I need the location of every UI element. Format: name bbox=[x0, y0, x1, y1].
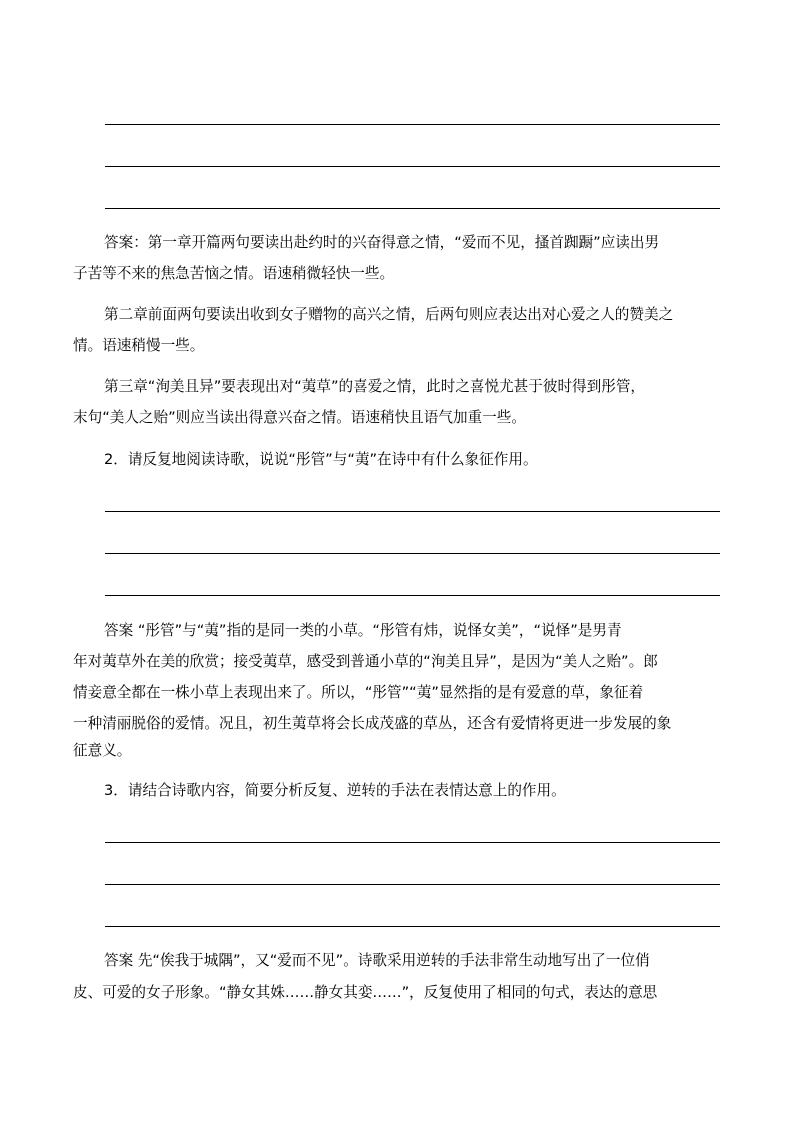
answer-line bbox=[105, 511, 720, 512]
answer-1-para1-line2: 子苦等不来的焦急苦恼之情。语速稍微轻快一些。 bbox=[73, 265, 395, 282]
answer-1-para1-line1: 答案：第一章开篇两句要读出赴约时的兴奋得意之情，“爱而不见，搔首踟蹰”应读出男 bbox=[104, 234, 660, 251]
question-3: 3．请结合诗歌内容，简要分析反复、逆转的手法在表情达意上的作用。 bbox=[104, 782, 566, 799]
answer-1-para3-line1: 第三章“洵美且异”要表现出对“荑草”的喜爱之情，此时之喜悦尤甚于彼时得到彤管， bbox=[104, 378, 646, 395]
answer-1-para2-line2: 情。语速稍慢一些。 bbox=[73, 337, 205, 354]
answer-line bbox=[105, 166, 720, 167]
answer-3-line2: 皮、可爱的女子形象。“静女其姝……静女其娈……”，反复使用了相同的句式，表达的意思 bbox=[73, 984, 658, 1001]
question-2: 2．请反复地阅读诗歌，说说“彤管”与“荑”在诗中有什么象征作用。 bbox=[104, 451, 538, 468]
answer-line bbox=[105, 208, 720, 209]
answer-line bbox=[105, 124, 720, 125]
answer-2-line3: 情妾意全都在一株小草上表现出来了。所以，“彤管”“荑”显然指的是有爱意的草，象征着 bbox=[73, 684, 644, 701]
answer-3-line1: 答案 先“俟我于城隅”，又“爱而不见”。诗歌采用逆转的手法非常生动地写出了一位俏 bbox=[104, 952, 650, 969]
answer-line bbox=[105, 595, 720, 596]
answer-line bbox=[105, 842, 720, 843]
answer-line bbox=[105, 884, 720, 885]
answer-1-para2-line1: 第二章前面两句要读出收到女子赠物的高兴之情，后两句则应表达出对心爱之人的赞美之 bbox=[104, 306, 674, 323]
answer-2-line5: 征意义。 bbox=[73, 742, 132, 759]
answer-line bbox=[105, 926, 720, 927]
answer-2-line4: 一种清丽脱俗的爱情。况且，初生荑草将会长成茂盛的草丛，还含有爱情将更进一步发展的象 bbox=[73, 715, 672, 732]
answer-2-line1: 答案 “彤管”与“荑”指的是同一类的小草。“彤管有炜，说怿女美”，“说怿”是男青 bbox=[104, 622, 622, 639]
answer-line bbox=[105, 553, 720, 554]
answer-1-para3-line2: 末句“美人之贻”则应当读出得意兴奋之情。语速稍快且语气加重一些。 bbox=[73, 409, 526, 426]
answer-2-line2: 年对荑草外在美的欣赏；接受荑草，感受到普通小草的“洵美且异”，是因为“美人之贻”。郎 bbox=[73, 653, 658, 670]
